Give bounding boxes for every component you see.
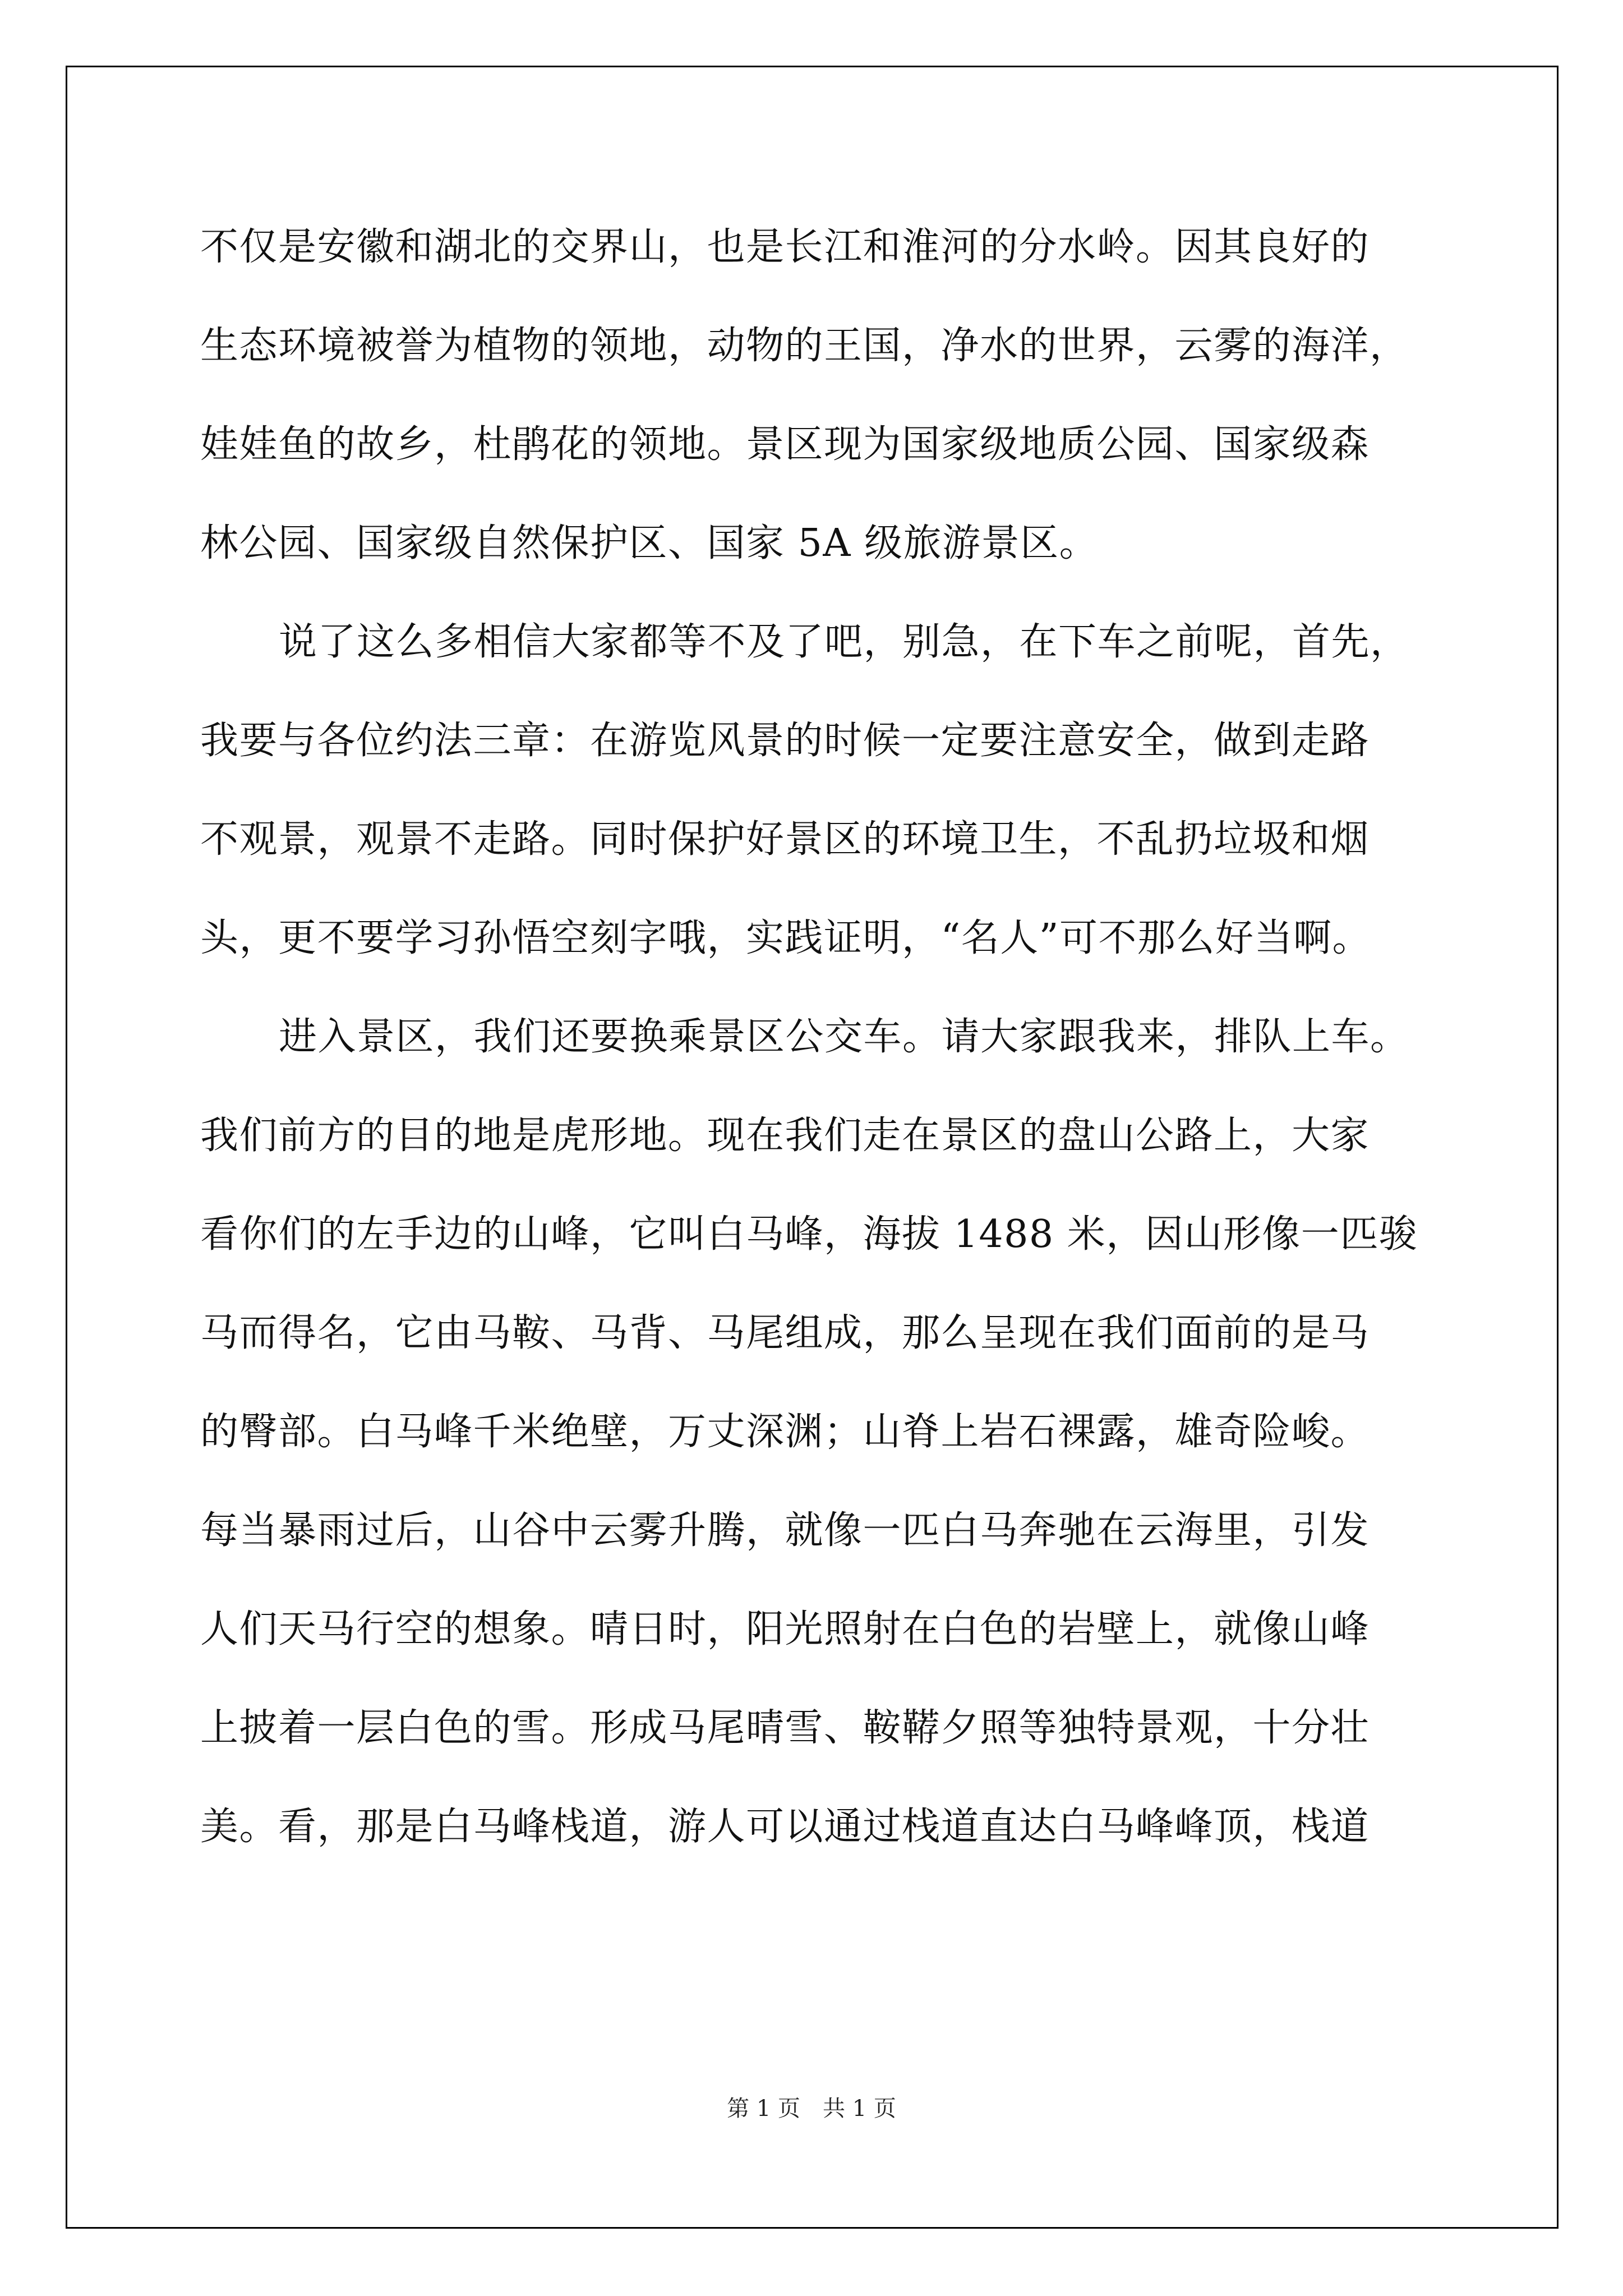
paragraph-first-line: 说了这么多相信大家都等不及了吧，别急，在下车之前呢，首先，	[279, 620, 1409, 664]
text-line: 每当暴雨过后，山谷中云雾升腾，就像一匹白马奔驰在云海里，引发	[200, 1508, 1370, 1553]
page-footer: 第 1 页 共 1 页	[727, 2096, 896, 2122]
text-line: 人们天马行空的想象。晴日时，阳光照射在白色的岩壁上，就像山峰	[200, 1607, 1370, 1651]
paragraph-first-line: 进入景区，我们还要换乘景区公交车。请大家跟我来，排队上车。	[279, 1015, 1409, 1059]
text-line: 看你们的左手边的山峰，它叫白马峰，海拔 1488 米，因山形像一匹骏	[200, 1212, 1418, 1257]
text-line: 不观景，观景不走路。同时保护好景区的环境卫生，不乱扔垃圾和烟	[200, 817, 1370, 862]
text-line: 我们前方的目的地是虎形地。现在我们走在景区的盘山公路上，大家	[200, 1114, 1370, 1158]
text-line: 林公园、国家级自然保护区、国家 5A 级旅游景区。	[200, 521, 1099, 565]
text-line: 不仅是安徽和湖北的交界山，也是长江和淮河的分水岭。因其良好的	[200, 225, 1370, 269]
text-line: 头，更不要学习孙悟空刻字哦，实践证明，“名人”可不那么好当啊。	[200, 916, 1372, 960]
text-line: 马而得名，它由马鞍、马背、马尾组成，那么呈现在我们面前的是马	[200, 1311, 1370, 1355]
text-line: 的臀部。白马峰千米绝壁，万丈深渊；山脊上岩石裸露，雄奇险峻。	[200, 1410, 1370, 1454]
text-line: 美。看，那是白马峰栈道，游人可以通过栈道直达白马峰峰顶，栈道	[200, 1805, 1370, 1849]
text-line: 娃娃鱼的故乡，杜鹃花的领地。景区现为国家级地质公园、国家级森	[200, 422, 1370, 467]
text-line: 生态环境被誉为植物的领地，动物的王国，净水的世界，云雾的海洋，	[200, 324, 1409, 368]
text-line: 上披着一层白色的雪。形成马尾晴雪、鞍鞯夕照等独特景观，十分壮	[200, 1706, 1370, 1750]
text-line: 我要与各位约法三章：在游览风景的时候一定要注意安全，做到走路	[200, 719, 1370, 763]
